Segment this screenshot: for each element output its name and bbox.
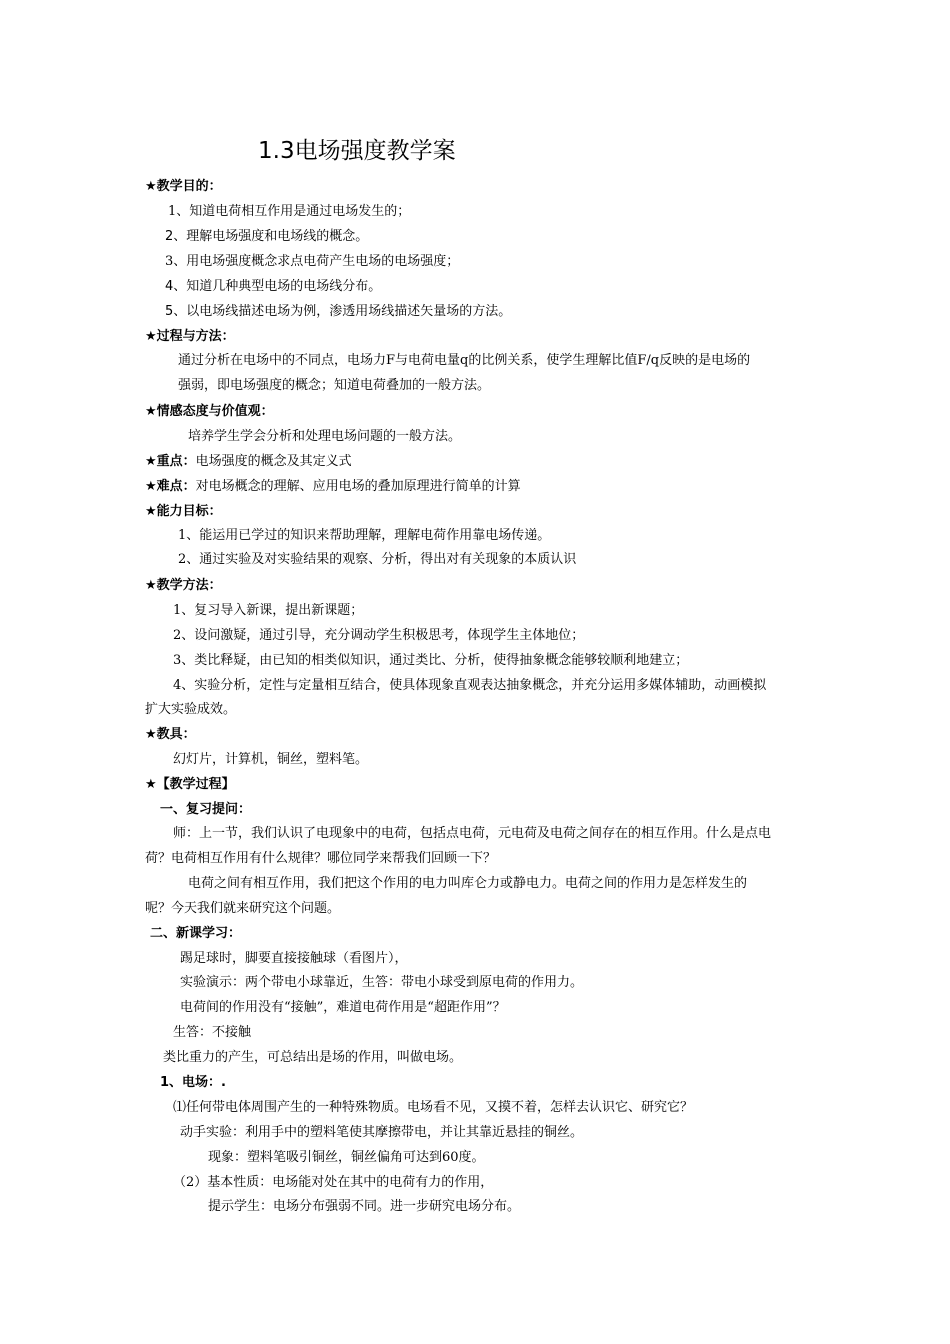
electric-field-heading: 1、电场：.: [160, 1075, 226, 1090]
tools-heading: ★教具：: [145, 727, 196, 742]
objectives-heading: ★教学目的：: [145, 179, 222, 194]
objective-item-2: 2、理解电场强度和电场线的概念。: [165, 229, 369, 244]
method-item-2: 2、设问激疑，通过引导，充分调动学生积极思考，体现学生主体地位；: [173, 628, 585, 643]
method-item-4-cont: 扩大实验成效。: [145, 702, 237, 717]
objective-item-4: 4、知道几种典型电场的电场线分布。: [165, 279, 382, 294]
difficulty-label: ★难点：: [145, 479, 196, 494]
review-line3: 电荷之间有相互作用，我们把这个作用的电力叫库仑力或静电力。电荷之间的作用力是怎样发生的: [188, 876, 748, 891]
objective-item-5: 5、以电场线描述电场为例，渗透用场线描述矢量场的方法。: [165, 304, 512, 319]
new-lesson-heading: 二、新课学习：: [150, 926, 242, 941]
tools-text: 幻灯片，计算机，铜丝，塑料笔。: [173, 752, 369, 767]
review-line4: 呢？今天我们就来研究这个问题。: [145, 901, 341, 916]
difficulty-point: [145, 478, 521, 495]
difficulty-text: 对电场概念的理解、应用电场的叠加原理进行简单的计算: [195, 479, 521, 494]
review-line2: 荷？电荷相互作用有什么规律？哪位同学来帮我们回顾一下？: [145, 851, 497, 866]
attitude-heading: ★情感态度与价值观：: [145, 404, 274, 419]
page-title: 1.3电场强度教学案: [258, 138, 456, 164]
electric-field-line1: ⑴任何带电体周围产生的一种特殊物质。电场看不见，又摸不着，怎样去认识它、研究它？: [173, 1100, 694, 1115]
new-lesson-line1: 踢足球时，脚要直接接触球（看图片），: [180, 951, 408, 966]
review-heading: 一、复习提问：: [160, 802, 252, 817]
process-text-line1: 通过分析在电场中的不同点，电场力F与电荷电量q的比例关系，使学生理解比值F/q反映的是电场的: [178, 353, 751, 368]
process-heading: ★过程与方法：: [145, 329, 235, 344]
new-lesson-line2: 实验演示：两个带电小球靠近，生答：带电小球受到原电荷的作用力。: [180, 975, 584, 990]
ability-heading: ★能力目标：: [145, 504, 222, 519]
electric-field-line5: 提示学生：电场分布强弱不同。进一步研究电场分布。: [208, 1199, 521, 1214]
new-lesson-line5: 类比重力的产生，可总结出是场的作用，叫做电场。: [163, 1050, 463, 1065]
key-point-label: ★重点：: [145, 454, 196, 469]
electric-field-line3: 现象：塑料笔吸引铜丝，铜丝偏角可达到60度。: [208, 1150, 485, 1165]
objective-item-3: 3、用电场强度概念求点电荷产生电场的电场强度；: [165, 254, 460, 269]
new-lesson-line4: 生答：不接触: [173, 1025, 252, 1040]
key-point: [145, 453, 352, 470]
method-item-3: 3、类比释疑，由已知的相类似知识，通过类比、分析，使得抽象概念能够较顺利地建立；: [173, 653, 689, 668]
teaching-process-heading: ★【教学过程】: [145, 777, 235, 792]
method-item-1: 1、复习导入新课，提出新课题；: [173, 603, 364, 618]
method-heading: ★教学方法：: [145, 578, 222, 593]
ability-item-1: 1、能运用已学过的知识来帮助理解，理解电荷作用靠电场传递。: [178, 528, 551, 543]
new-lesson-line3: 电荷间的作用没有“接触”，难道电荷作用是“超距作用”？: [180, 1000, 506, 1015]
review-line1: 师：上一节，我们认识了电现象中的电荷，包括点电荷，元电荷及电荷之间存在的相互作用。什么是点电: [173, 826, 772, 841]
objective-item-1: 1、知道电荷相互作用是通过电场发生的；: [168, 204, 411, 219]
process-text-line2: 强弱，即电场强度的概念；知道电荷叠加的一般方法。: [178, 378, 491, 393]
electric-field-line2: 动手实验：利用手中的塑料笔使其摩擦带电，并让其靠近悬挂的铜丝。: [180, 1125, 584, 1140]
electric-field-line4: （2）基本性质：电场能对处在其中的电荷有力的作用，: [173, 1175, 494, 1190]
ability-item-2: 2、通过实验及对实验结果的观察、分析，得出对有关现象的本质认识: [178, 552, 577, 567]
key-point-text: 电场强度的概念及其定义式: [195, 454, 352, 469]
attitude-text: 培养学生学会分析和处理电场问题的一般方法。: [188, 429, 462, 444]
method-item-4: 4、实验分析，定性与定量相互结合，使具体现象直观表达抽象概念，并充分运用多媒体辅助，动画模拟: [173, 678, 767, 693]
